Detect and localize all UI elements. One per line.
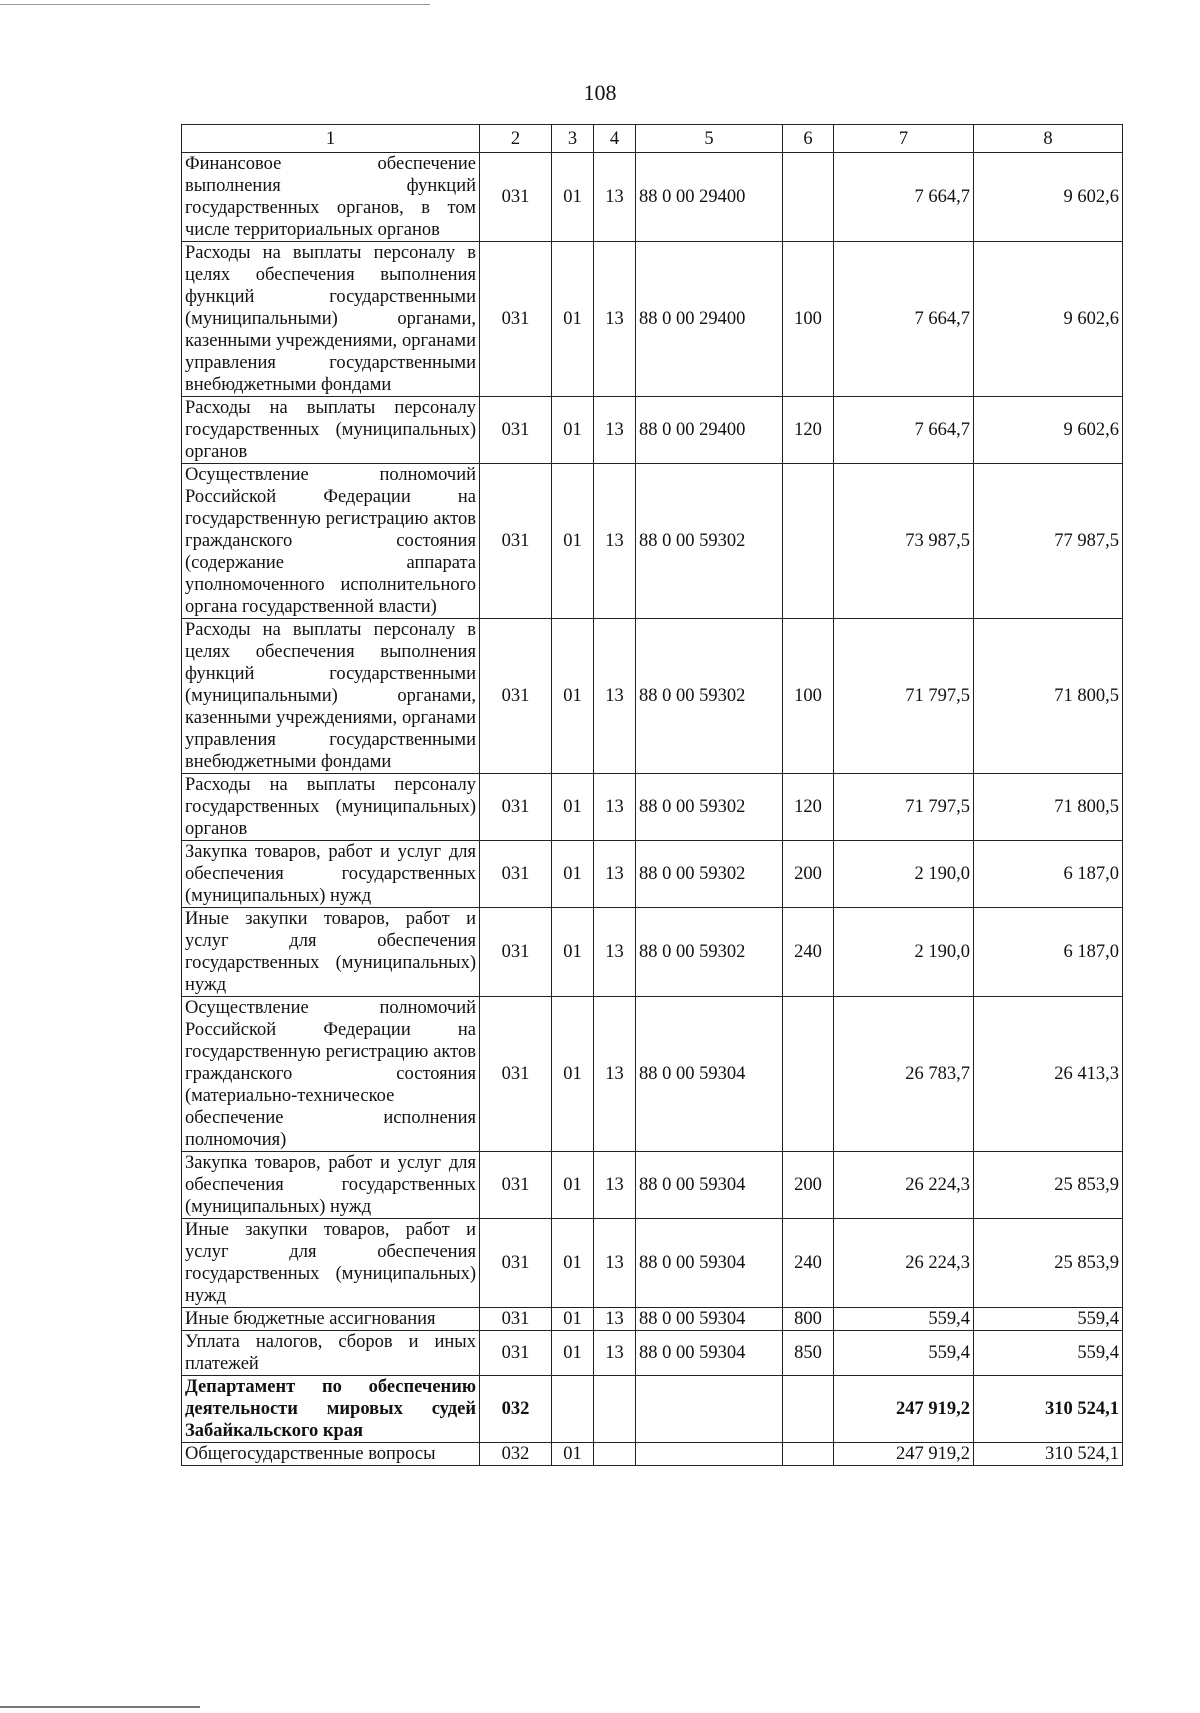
col-7-cell: 26 224,3 <box>834 1219 974 1308</box>
row-name: Расходы на выплаты персоналу государственных (муниципальных) органов <box>182 774 480 841</box>
row-name: Расходы на выплаты персоналу в целях обеспечения выполнения функций государственными (муниципальными) органами, казенными учреждениями, органами управления государственными внебюджетными фондами <box>182 619 480 774</box>
col-8-cell: 77 987,5 <box>974 464 1123 619</box>
col-6-cell: 200 <box>783 1152 834 1219</box>
col-2-cell: 031 <box>480 619 552 774</box>
table-row <box>182 1443 1123 1466</box>
row-name: Уплата налогов, сборов и иных платежей <box>182 1331 480 1376</box>
col-5-cell: 88 0 00 59304 <box>636 1152 783 1219</box>
row-name: Расходы на выплаты персоналу государственных (муниципальных) органов <box>182 397 480 464</box>
col-8-cell: 9 602,6 <box>974 242 1123 397</box>
row-name: Закупка товаров, работ и услуг для обеспечения государственных (муниципальных) нужд <box>182 841 480 908</box>
row-name: Общегосударственные вопросы <box>182 1443 480 1466</box>
col-2-cell: 031 <box>480 774 552 841</box>
page-number: 108 <box>583 80 617 105</box>
col-4-cell: 13 <box>594 1308 636 1331</box>
col-6-cell: 120 <box>783 397 834 464</box>
col-2-cell: 032 <box>480 1376 552 1443</box>
col-4-cell: 13 <box>594 153 636 242</box>
col-2-cell: 031 <box>480 1219 552 1308</box>
table-row <box>182 397 1123 464</box>
col-8-cell: 26 413,3 <box>974 997 1123 1152</box>
col-7-cell: 71 797,5 <box>834 774 974 841</box>
col-5-cell: 88 0 00 59304 <box>636 1308 783 1331</box>
col-5-cell: 88 0 00 59302 <box>636 841 783 908</box>
col-6-cell <box>783 1376 834 1443</box>
col-5-cell <box>636 1443 783 1466</box>
table-row <box>182 1331 1123 1376</box>
row-name: Расходы на выплаты персоналу в целях обеспечения выполнения функций государственными (муниципальными) органами, казенными учреждениями, органами управления государственными внебюджетными фондами <box>182 242 480 397</box>
col-8-cell: 310 524,1 <box>974 1443 1123 1466</box>
col-7-cell: 7 664,7 <box>834 397 974 464</box>
col-8-cell: 71 800,5 <box>974 774 1123 841</box>
col-4-cell: 13 <box>594 619 636 774</box>
col-3-cell <box>552 1376 594 1443</box>
col-3-cell: 01 <box>552 774 594 841</box>
col-5-cell: 88 0 00 29400 <box>636 242 783 397</box>
table-row <box>182 242 1123 397</box>
col-7-cell: 7 664,7 <box>834 242 974 397</box>
col-6-cell: 120 <box>783 774 834 841</box>
row-name: Департамент по обеспечению деятельности мировых судей Забайкальского края <box>182 1376 480 1443</box>
col-2-cell: 031 <box>480 1331 552 1376</box>
table-row <box>182 1219 1123 1308</box>
table-header-row <box>182 125 1123 153</box>
col-2-cell: 031 <box>480 841 552 908</box>
col-6-cell: 100 <box>783 242 834 397</box>
col-3-cell: 01 <box>552 1331 594 1376</box>
col-6-cell <box>783 1443 834 1466</box>
col-4-cell <box>594 1376 636 1443</box>
header-col-2: 2 <box>480 125 552 153</box>
header-col-5: 5 <box>636 125 783 153</box>
row-name: Иные бюджетные ассигнования <box>182 1308 480 1331</box>
row-name: Осуществление полномочий Российской Федерации на государственную регистрацию актов гражданского состояния (содержание аппарата уполномоченного исполнительного органа государственной власти) <box>182 464 480 619</box>
col-2-cell: 032 <box>480 1443 552 1466</box>
col-8-cell: 71 800,5 <box>974 619 1123 774</box>
col-4-cell: 13 <box>594 1219 636 1308</box>
col-7-cell: 559,4 <box>834 1331 974 1376</box>
col-8-cell: 25 853,9 <box>974 1219 1123 1308</box>
col-3-cell: 01 <box>552 841 594 908</box>
col-4-cell: 13 <box>594 841 636 908</box>
col-3-cell: 01 <box>552 619 594 774</box>
col-2-cell: 031 <box>480 997 552 1152</box>
col-4-cell: 13 <box>594 908 636 997</box>
row-name: Закупка товаров, работ и услуг для обеспечения государственных (муниципальных) нужд <box>182 1152 480 1219</box>
table-row <box>182 619 1123 774</box>
col-7-cell: 7 664,7 <box>834 153 974 242</box>
col-5-cell: 88 0 00 59302 <box>636 774 783 841</box>
col-8-cell: 559,4 <box>974 1308 1123 1331</box>
header-col-7: 7 <box>834 125 974 153</box>
col-2-cell: 031 <box>480 397 552 464</box>
budget-table <box>181 124 1123 1466</box>
col-3-cell: 01 <box>552 1443 594 1466</box>
table-row <box>182 841 1123 908</box>
col-3-cell: 01 <box>552 997 594 1152</box>
col-5-cell: 88 0 00 59302 <box>636 464 783 619</box>
col-3-cell: 01 <box>552 1308 594 1331</box>
col-6-cell: 800 <box>783 1308 834 1331</box>
col-8-cell: 310 524,1 <box>974 1376 1123 1443</box>
col-8-cell: 6 187,0 <box>974 908 1123 997</box>
col-6-cell: 850 <box>783 1331 834 1376</box>
col-6-cell <box>783 464 834 619</box>
scan-artifact-bottom <box>0 1706 200 1708</box>
col-3-cell: 01 <box>552 242 594 397</box>
col-4-cell: 13 <box>594 1331 636 1376</box>
col-3-cell: 01 <box>552 397 594 464</box>
col-7-cell: 559,4 <box>834 1308 974 1331</box>
col-5-cell <box>636 1376 783 1443</box>
col-5-cell: 88 0 00 59304 <box>636 1219 783 1308</box>
col-7-cell: 26 224,3 <box>834 1152 974 1219</box>
row-name: Иные закупки товаров, работ и услуг для обеспечения государственных (муниципальных) нужд <box>182 1219 480 1308</box>
col-6-cell: 200 <box>783 841 834 908</box>
table-row <box>182 1308 1123 1331</box>
col-2-cell: 031 <box>480 153 552 242</box>
col-5-cell: 88 0 00 29400 <box>636 397 783 464</box>
col-7-cell: 2 190,0 <box>834 841 974 908</box>
col-5-cell: 88 0 00 59304 <box>636 1331 783 1376</box>
table-row <box>182 774 1123 841</box>
table-row <box>182 1376 1123 1443</box>
col-3-cell: 01 <box>552 1219 594 1308</box>
col-5-cell: 88 0 00 59304 <box>636 997 783 1152</box>
col-4-cell: 13 <box>594 242 636 397</box>
table-row <box>182 908 1123 997</box>
col-5-cell: 88 0 00 29400 <box>636 153 783 242</box>
col-8-cell: 9 602,6 <box>974 397 1123 464</box>
col-2-cell: 031 <box>480 1308 552 1331</box>
col-4-cell: 13 <box>594 997 636 1152</box>
row-name: Финансовое обеспечение выполнения функций государственных органов, в том числе территориальных органов <box>182 153 480 242</box>
col-6-cell <box>783 153 834 242</box>
header-col-3: 3 <box>552 125 594 153</box>
header-col-8: 8 <box>974 125 1123 153</box>
col-4-cell: 13 <box>594 464 636 619</box>
col-6-cell <box>783 997 834 1152</box>
col-2-cell: 031 <box>480 242 552 397</box>
row-name: Иные закупки товаров, работ и услуг для обеспечения государственных (муниципальных) нужд <box>182 908 480 997</box>
col-4-cell: 13 <box>594 774 636 841</box>
header-col-6: 6 <box>783 125 834 153</box>
col-3-cell: 01 <box>552 908 594 997</box>
col-7-cell: 73 987,5 <box>834 464 974 619</box>
header-col-1: 1 <box>182 125 480 153</box>
col-8-cell: 6 187,0 <box>974 841 1123 908</box>
col-8-cell: 559,4 <box>974 1331 1123 1376</box>
col-3-cell: 01 <box>552 153 594 242</box>
col-6-cell: 240 <box>783 908 834 997</box>
col-7-cell: 2 190,0 <box>834 908 974 997</box>
table-row <box>182 464 1123 619</box>
col-7-cell: 247 919,2 <box>834 1376 974 1443</box>
col-4-cell: 13 <box>594 397 636 464</box>
table-row <box>182 997 1123 1152</box>
col-4-cell <box>594 1443 636 1466</box>
col-8-cell: 9 602,6 <box>974 153 1123 242</box>
col-6-cell: 100 <box>783 619 834 774</box>
table-row <box>182 1152 1123 1219</box>
col-2-cell: 031 <box>480 908 552 997</box>
col-3-cell: 01 <box>552 464 594 619</box>
col-7-cell: 26 783,7 <box>834 997 974 1152</box>
col-5-cell: 88 0 00 59302 <box>636 908 783 997</box>
col-2-cell: 031 <box>480 464 552 619</box>
col-2-cell: 031 <box>480 1152 552 1219</box>
header-col-4: 4 <box>594 125 636 153</box>
row-name: Осуществление полномочий Российской Федерации на государственную регистрацию актов гражданского состояния (материально-техническое обеспечение исполнения полномочия) <box>182 997 480 1152</box>
col-7-cell: 71 797,5 <box>834 619 974 774</box>
col-3-cell: 01 <box>552 1152 594 1219</box>
col-8-cell: 25 853,9 <box>974 1152 1123 1219</box>
col-4-cell: 13 <box>594 1152 636 1219</box>
col-7-cell: 247 919,2 <box>834 1443 974 1466</box>
scan-artifact-top <box>0 4 430 5</box>
col-5-cell: 88 0 00 59302 <box>636 619 783 774</box>
col-6-cell: 240 <box>783 1219 834 1308</box>
table-row <box>182 153 1123 242</box>
